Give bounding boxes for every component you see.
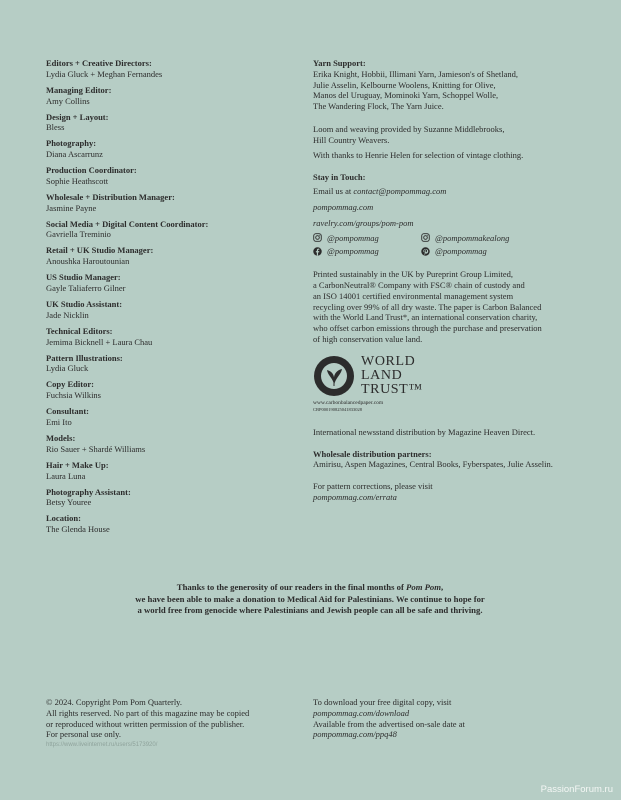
logo-wordmark [361, 355, 423, 397]
credit-name: Gayle Taliaferro Gilner [46, 283, 126, 294]
credit-role: Production Coordinator: [46, 165, 137, 176]
stay-in-touch [313, 172, 583, 257]
corrections-text: For pattern corrections, please visit [313, 481, 433, 492]
yarn-line: Julie Asselin, Kelbourne Woolens, Knitting for Olive, [313, 79, 496, 90]
credit-name: Jade Nicklin [46, 309, 89, 320]
social-handle: @pompommag [435, 246, 487, 257]
sustainability-line: with the World Land Trust*, an international conservation charity, [313, 312, 538, 323]
social-handle: @pompommag [327, 246, 379, 257]
credit-entry [46, 138, 291, 160]
social-link[interactable] [313, 246, 421, 257]
newsstand-distribution: International newsstand distribution by Magazine Heaven Direct. [313, 426, 536, 437]
credit-role: Models: [46, 432, 76, 443]
sustainability-line: Printed sustainably in the UK by Pureprint Group Limited, [313, 269, 513, 280]
credit-entry [46, 85, 291, 107]
download-text: Available from the advertised on-sale date at [313, 718, 465, 729]
yarn-line: Erika Knight, Hobbii, Illimani Yarn, Jamieson's of Shetland, [313, 68, 519, 79]
weaving-credit [313, 124, 583, 146]
donation-text: Thanks to the generosity of our readers in the final months of [176, 582, 407, 592]
download-text: To download your free digital copy, visit [313, 697, 452, 707]
donation-line: we have been able to make a donation to Medical Aid for Palestinians. We continue to hope for [135, 593, 485, 604]
sustainability-line: of high conservation value land. [313, 333, 423, 344]
credit-name: Bless [46, 122, 65, 133]
donation-text: , [441, 582, 444, 592]
carbon-balanced-url[interactable]: www.carbonbalancedpaper.com [313, 399, 384, 406]
credit-role: Design + Layout: [46, 111, 109, 122]
credit-role: Copy Editor: [46, 379, 94, 390]
credit-entry [46, 353, 291, 375]
watermark-url[interactable]: https://www.liveinternet.ru/users/5173920/ [46, 742, 158, 749]
website-link[interactable]: pompommag.com [313, 201, 374, 212]
weaving-line: Hill Country Weavers. [313, 134, 390, 145]
digital-download [313, 697, 583, 740]
credit-entry [46, 406, 291, 428]
credit-name: Lydia Gluck [46, 363, 89, 374]
vintage-thanks: With thanks to Henrie Helen for selection of vintage clothing. [313, 149, 524, 160]
copyright-notice [46, 697, 296, 751]
pattern-corrections [313, 481, 583, 503]
wholesale-partners [313, 449, 583, 471]
credit-name: Amy Collins [46, 95, 90, 106]
copyright-line: For personal use only. [46, 729, 121, 740]
social-link[interactable] [313, 233, 421, 244]
logo-line: TRUST™ [361, 381, 423, 397]
credit-role: Managing Editor: [46, 84, 112, 95]
copyright-line: © 2024. Copyright Pom Pom Quarterly. [46, 697, 182, 707]
sustainability-line: a CarbonNeutral® Company with FSC® chain of custody and [313, 279, 525, 290]
credit-role: Hair + Make Up: [46, 459, 109, 470]
logo-line: LAND [361, 367, 403, 383]
contact-heading: Stay in Touch: [313, 172, 366, 183]
credit-entry [46, 460, 291, 482]
sustainability-note [313, 269, 583, 345]
credit-name: Gavriella Treminio [46, 229, 111, 240]
credit-role: Social Media + Digital Content Coordinator: [46, 218, 209, 229]
social-handle: @pompommakealong [435, 232, 510, 243]
credit-name: Diana Ascarrunz [46, 149, 103, 160]
credit-entry [46, 326, 291, 348]
credit-role: Photography: [46, 138, 97, 149]
magazine-name: Pom Pom [406, 582, 442, 592]
social-link[interactable] [421, 233, 561, 244]
site-watermark: PassionForum.ru [540, 784, 613, 795]
wholesale-heading: Wholesale distribution partners: [313, 448, 432, 459]
yarn-line: Manos del Uruguay, Mominoki Yarn, Schoppel Wolle, [313, 90, 499, 101]
yarn-line: The Wandering Flock, The Yarn Juice. [313, 101, 444, 112]
sustainability-line: who offset carbon emissions through the purchase and preservation [313, 323, 542, 334]
credit-name: Betsy Youree [46, 497, 92, 508]
credit-role: Photography Assistant: [46, 486, 131, 497]
social-links [313, 233, 583, 258]
credit-role: US Studio Manager: [46, 272, 121, 283]
credit-name: Anoushka Haroutounian [46, 256, 130, 267]
credit-entry [46, 513, 291, 535]
copyright-line: All rights reserved. No part of this magazine may be copied [46, 707, 250, 718]
sustainability-line: recycling over 99% of all dry waste. The paper is Carbon Balanced [313, 301, 542, 312]
donation-line: a world free from genocide where Palestinians and Jewish people can all be safe and thriving. [137, 605, 483, 615]
email-prefix: Email us at [313, 186, 354, 197]
wholesale-list: Amirisu, Aspen Magazines, Central Books, Fyberspates, Julie Asselin. [313, 459, 553, 470]
donation-line [60, 582, 560, 594]
credit-entry [46, 165, 291, 187]
yarn-support-heading: Yarn Support: [313, 58, 366, 68]
credit-role: Consultant: [46, 406, 89, 417]
sustainability-line: an ISO 14001 certified environmental management system [313, 290, 514, 301]
credit-role: UK Studio Assistant: [46, 299, 123, 310]
credit-name: Laura Luna [46, 470, 86, 481]
email-link[interactable]: contact@pompommag.com [353, 186, 447, 197]
credit-name: Rio Sauer + Shardé Williams [46, 443, 146, 454]
instagram-icon [421, 233, 430, 242]
credit-name: Lydia Gluck + Meghan Fernandes [46, 68, 163, 79]
credit-name: Fuchsia Wilkins [46, 390, 101, 401]
credit-name: Jasmine Payne [46, 202, 97, 213]
instagram-icon [313, 233, 322, 242]
errata-link[interactable]: pompommag.com/errata [313, 491, 397, 502]
info-column [313, 58, 583, 503]
ravelry-link[interactable]: ravelry.com/groups/pom-pom [313, 217, 414, 228]
facebook-icon [313, 247, 322, 256]
credit-name: The Glenda House [46, 524, 110, 535]
credit-name: Jemima Bicknell + Laura Chau [46, 336, 153, 347]
world-land-trust-logo [313, 355, 583, 397]
credit-entry [46, 379, 291, 401]
credit-entry [46, 192, 291, 214]
copyright-line: or reproduced without written permission of the publisher. [46, 718, 245, 729]
donation-message [60, 582, 560, 617]
credit-role: Retail + UK Studio Manager: [46, 245, 154, 256]
credit-role: Technical Editors: [46, 325, 113, 336]
social-handle: @pompommag [327, 232, 379, 243]
credit-entry [46, 272, 291, 294]
credit-entry [46, 487, 291, 509]
credit-role: Editors + Creative Directors: [46, 58, 152, 68]
credit-entry [46, 245, 291, 267]
credit-entry [46, 219, 291, 241]
credit-role: Location: [46, 513, 81, 524]
credits-column [46, 58, 291, 540]
credit-entry [46, 299, 291, 321]
credit-name: Sophie Heathscott [46, 175, 109, 186]
download-link[interactable]: pompommag.com/download [313, 707, 410, 718]
logo-line: WORLD [361, 353, 416, 369]
pinterest-icon [421, 247, 430, 256]
weaving-line: Loom and weaving provided by Suzanne Middlebrooks, [313, 123, 505, 134]
credit-role: Wholesale + Distribution Manager: [46, 191, 175, 202]
credit-role: Pattern Illustrations: [46, 352, 123, 363]
credit-entry [46, 433, 291, 455]
credit-entry [46, 112, 291, 134]
email-line [313, 186, 583, 197]
issue-link[interactable]: pompommag.com/ppq48 [313, 729, 397, 740]
credit-name: Emi Ito [46, 416, 72, 427]
carbon-balanced-code: CBP000190825041833028 [313, 406, 363, 412]
carbon-balanced-seal-icon [313, 355, 355, 397]
credit-entry [46, 58, 291, 80]
social-link[interactable] [421, 246, 561, 257]
yarn-support [313, 58, 583, 112]
